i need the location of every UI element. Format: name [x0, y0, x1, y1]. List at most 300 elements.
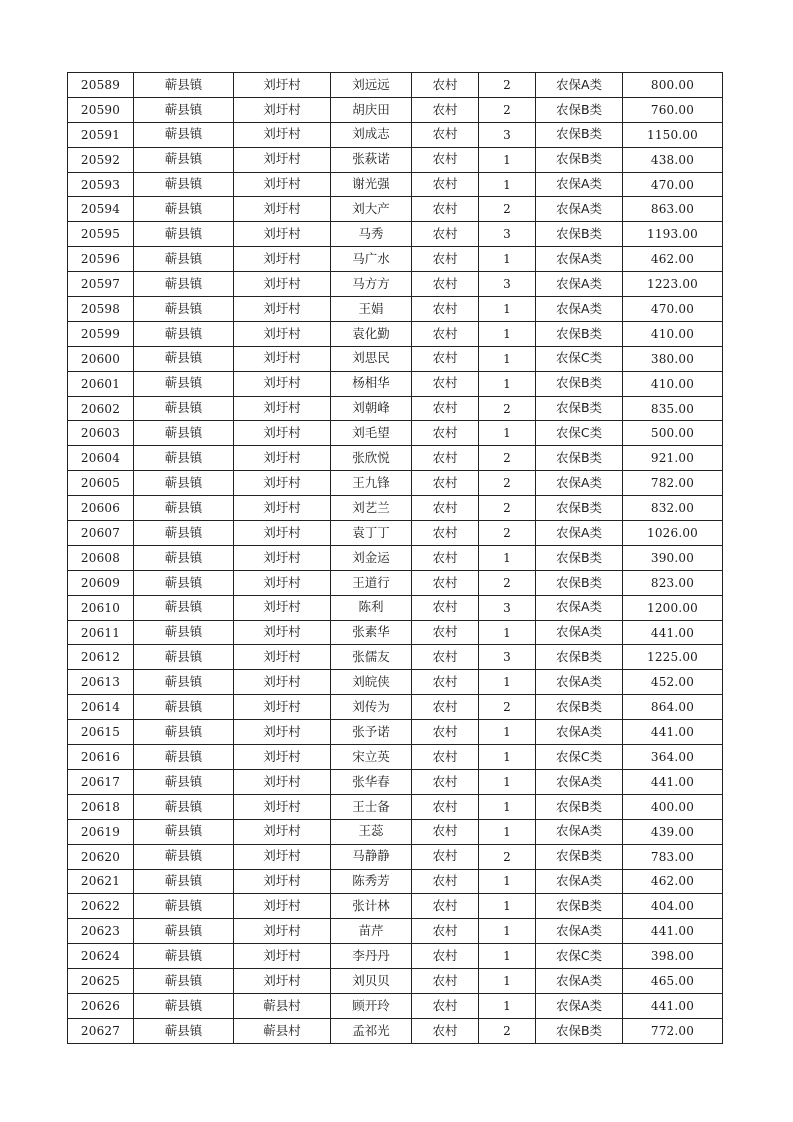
name-cell: 刘艺兰 — [331, 496, 412, 521]
table-row — [68, 297, 723, 322]
name-cell: 陈秀芳 — [331, 869, 412, 894]
village-cell: 刘圩村 — [234, 819, 331, 844]
name-cell: 刘毛望 — [331, 421, 412, 446]
category-cell: 农保A类 — [536, 197, 623, 222]
town-cell: 蕲县镇 — [134, 446, 234, 471]
benefit-roster-table — [67, 72, 723, 1044]
table-row — [68, 645, 723, 670]
town-cell: 蕲县镇 — [134, 993, 234, 1018]
table-row — [68, 97, 723, 122]
town-cell: 蕲县镇 — [134, 794, 234, 819]
serial-number-cell: 20626 — [68, 993, 134, 1018]
category-cell: 农保B类 — [536, 496, 623, 521]
name-cell: 杨相华 — [331, 371, 412, 396]
table-row — [68, 122, 723, 147]
household-type-cell: 农村 — [412, 521, 479, 546]
person-count-cell: 3 — [479, 272, 536, 297]
table-row — [68, 172, 723, 197]
amount-cell: 823.00 — [623, 570, 723, 595]
person-count-cell: 1 — [479, 247, 536, 272]
serial-number-cell: 20597 — [68, 272, 134, 297]
table-row — [68, 446, 723, 471]
town-cell: 蕲县镇 — [134, 297, 234, 322]
table-row — [68, 919, 723, 944]
category-cell: 农保A类 — [536, 595, 623, 620]
table-row — [68, 371, 723, 396]
table-row — [68, 745, 723, 770]
name-cell: 袁丁丁 — [331, 521, 412, 546]
village-cell: 刘圩村 — [234, 321, 331, 346]
name-cell: 刘金运 — [331, 545, 412, 570]
serial-number-cell: 20613 — [68, 670, 134, 695]
serial-number-cell: 20615 — [68, 720, 134, 745]
table-row — [68, 272, 723, 297]
table-row — [68, 844, 723, 869]
name-cell: 马静静 — [331, 844, 412, 869]
table-row — [68, 993, 723, 1018]
person-count-cell: 1 — [479, 869, 536, 894]
town-cell: 蕲县镇 — [134, 720, 234, 745]
serial-number-cell: 20619 — [68, 819, 134, 844]
town-cell: 蕲县镇 — [134, 570, 234, 595]
category-cell: 农保C类 — [536, 346, 623, 371]
person-count-cell: 2 — [479, 496, 536, 521]
village-cell: 蕲县村 — [234, 1018, 331, 1043]
household-type-cell: 农村 — [412, 496, 479, 521]
town-cell: 蕲县镇 — [134, 521, 234, 546]
table-row — [68, 769, 723, 794]
serial-number-cell: 20595 — [68, 222, 134, 247]
table-row — [68, 247, 723, 272]
serial-number-cell: 20590 — [68, 97, 134, 122]
amount-cell: 380.00 — [623, 346, 723, 371]
household-type-cell: 农村 — [412, 172, 479, 197]
table-row — [68, 944, 723, 969]
person-count-cell: 2 — [479, 97, 536, 122]
category-cell: 农保B类 — [536, 97, 623, 122]
category-cell: 农保B类 — [536, 844, 623, 869]
village-cell: 刘圩村 — [234, 794, 331, 819]
town-cell: 蕲县镇 — [134, 819, 234, 844]
town-cell: 蕲县镇 — [134, 471, 234, 496]
person-count-cell: 1 — [479, 794, 536, 819]
person-count-cell: 1 — [479, 670, 536, 695]
category-cell: 农保B类 — [536, 545, 623, 570]
serial-number-cell: 20592 — [68, 147, 134, 172]
town-cell: 蕲县镇 — [134, 97, 234, 122]
household-type-cell: 农村 — [412, 844, 479, 869]
serial-number-cell: 20616 — [68, 745, 134, 770]
serial-number-cell: 20627 — [68, 1018, 134, 1043]
amount-cell: 441.00 — [623, 769, 723, 794]
town-cell: 蕲县镇 — [134, 745, 234, 770]
name-cell: 王蕊 — [331, 819, 412, 844]
name-cell: 王九锋 — [331, 471, 412, 496]
serial-number-cell: 20610 — [68, 595, 134, 620]
serial-number-cell: 20591 — [68, 122, 134, 147]
amount-cell: 398.00 — [623, 944, 723, 969]
town-cell: 蕲县镇 — [134, 122, 234, 147]
table-body — [68, 73, 723, 1044]
town-cell: 蕲县镇 — [134, 147, 234, 172]
household-type-cell: 农村 — [412, 595, 479, 620]
name-cell: 刘思民 — [331, 346, 412, 371]
category-cell: 农保A类 — [536, 819, 623, 844]
name-cell: 张素华 — [331, 620, 412, 645]
name-cell: 刘贝贝 — [331, 969, 412, 994]
person-count-cell: 1 — [479, 993, 536, 1018]
person-count-cell: 1 — [479, 894, 536, 919]
serial-number-cell: 20623 — [68, 919, 134, 944]
name-cell: 刘朝峰 — [331, 396, 412, 421]
amount-cell: 864.00 — [623, 695, 723, 720]
amount-cell: 404.00 — [623, 894, 723, 919]
name-cell: 陈利 — [331, 595, 412, 620]
category-cell: 农保A类 — [536, 993, 623, 1018]
amount-cell: 462.00 — [623, 247, 723, 272]
serial-number-cell: 20622 — [68, 894, 134, 919]
village-cell: 刘圩村 — [234, 272, 331, 297]
person-count-cell: 2 — [479, 197, 536, 222]
document-page — [67, 72, 722, 1044]
name-cell: 刘皖侠 — [331, 670, 412, 695]
category-cell: 农保A类 — [536, 769, 623, 794]
category-cell: 农保B类 — [536, 794, 623, 819]
household-type-cell: 农村 — [412, 272, 479, 297]
amount-cell: 462.00 — [623, 869, 723, 894]
person-count-cell: 1 — [479, 545, 536, 570]
village-cell: 刘圩村 — [234, 944, 331, 969]
town-cell: 蕲县镇 — [134, 496, 234, 521]
serial-number-cell: 20617 — [68, 769, 134, 794]
table-row — [68, 1018, 723, 1043]
amount-cell: 410.00 — [623, 371, 723, 396]
category-cell: 农保B类 — [536, 570, 623, 595]
town-cell: 蕲县镇 — [134, 272, 234, 297]
category-cell: 农保A类 — [536, 247, 623, 272]
name-cell: 王道行 — [331, 570, 412, 595]
household-type-cell: 农村 — [412, 247, 479, 272]
amount-cell: 1150.00 — [623, 122, 723, 147]
category-cell: 农保B类 — [536, 122, 623, 147]
household-type-cell: 农村 — [412, 570, 479, 595]
amount-cell: 438.00 — [623, 147, 723, 172]
table-row — [68, 197, 723, 222]
household-type-cell: 农村 — [412, 421, 479, 446]
amount-cell: 441.00 — [623, 993, 723, 1018]
town-cell: 蕲县镇 — [134, 545, 234, 570]
amount-cell: 783.00 — [623, 844, 723, 869]
household-type-cell: 农村 — [412, 97, 479, 122]
serial-number-cell: 20606 — [68, 496, 134, 521]
name-cell: 胡庆田 — [331, 97, 412, 122]
household-type-cell: 农村 — [412, 371, 479, 396]
table-row — [68, 819, 723, 844]
town-cell: 蕲县镇 — [134, 172, 234, 197]
person-count-cell: 1 — [479, 769, 536, 794]
table-row — [68, 471, 723, 496]
town-cell: 蕲县镇 — [134, 73, 234, 98]
category-cell: 农保C类 — [536, 745, 623, 770]
serial-number-cell: 20625 — [68, 969, 134, 994]
town-cell: 蕲县镇 — [134, 247, 234, 272]
amount-cell: 364.00 — [623, 745, 723, 770]
table-row — [68, 570, 723, 595]
person-count-cell: 3 — [479, 222, 536, 247]
town-cell: 蕲县镇 — [134, 421, 234, 446]
name-cell: 谢光强 — [331, 172, 412, 197]
household-type-cell: 农村 — [412, 894, 479, 919]
village-cell: 刘圩村 — [234, 745, 331, 770]
amount-cell: 1223.00 — [623, 272, 723, 297]
amount-cell: 400.00 — [623, 794, 723, 819]
person-count-cell: 1 — [479, 371, 536, 396]
village-cell: 刘圩村 — [234, 645, 331, 670]
village-cell: 刘圩村 — [234, 545, 331, 570]
household-type-cell: 农村 — [412, 122, 479, 147]
village-cell: 刘圩村 — [234, 720, 331, 745]
village-cell: 刘圩村 — [234, 496, 331, 521]
household-type-cell: 农村 — [412, 197, 479, 222]
table-row — [68, 73, 723, 98]
amount-cell: 800.00 — [623, 73, 723, 98]
person-count-cell: 1 — [479, 297, 536, 322]
household-type-cell: 农村 — [412, 620, 479, 645]
amount-cell: 452.00 — [623, 670, 723, 695]
name-cell: 王娟 — [331, 297, 412, 322]
village-cell: 刘圩村 — [234, 73, 331, 98]
serial-number-cell: 20604 — [68, 446, 134, 471]
amount-cell: 1200.00 — [623, 595, 723, 620]
name-cell: 马秀 — [331, 222, 412, 247]
village-cell: 刘圩村 — [234, 769, 331, 794]
serial-number-cell: 20608 — [68, 545, 134, 570]
name-cell: 张予诺 — [331, 720, 412, 745]
amount-cell: 863.00 — [623, 197, 723, 222]
household-type-cell: 农村 — [412, 695, 479, 720]
village-cell: 刘圩村 — [234, 147, 331, 172]
village-cell: 刘圩村 — [234, 371, 331, 396]
household-type-cell: 农村 — [412, 471, 479, 496]
category-cell: 农保A类 — [536, 919, 623, 944]
household-type-cell: 农村 — [412, 346, 479, 371]
name-cell: 张欣悦 — [331, 446, 412, 471]
village-cell: 刘圩村 — [234, 894, 331, 919]
town-cell: 蕲县镇 — [134, 869, 234, 894]
serial-number-cell: 20598 — [68, 297, 134, 322]
village-cell: 刘圩村 — [234, 844, 331, 869]
household-type-cell: 农村 — [412, 321, 479, 346]
village-cell: 刘圩村 — [234, 346, 331, 371]
amount-cell: 1026.00 — [623, 521, 723, 546]
village-cell: 刘圩村 — [234, 396, 331, 421]
person-count-cell: 2 — [479, 471, 536, 496]
table-row — [68, 321, 723, 346]
category-cell: 农保A类 — [536, 869, 623, 894]
person-count-cell: 1 — [479, 919, 536, 944]
category-cell: 农保A类 — [536, 969, 623, 994]
category-cell: 农保B类 — [536, 396, 623, 421]
person-count-cell: 1 — [479, 620, 536, 645]
household-type-cell: 农村 — [412, 819, 479, 844]
person-count-cell: 1 — [479, 745, 536, 770]
person-count-cell: 2 — [479, 446, 536, 471]
household-type-cell: 农村 — [412, 222, 479, 247]
category-cell: 农保C类 — [536, 421, 623, 446]
serial-number-cell: 20602 — [68, 396, 134, 421]
serial-number-cell: 20618 — [68, 794, 134, 819]
amount-cell: 390.00 — [623, 545, 723, 570]
name-cell: 张儒友 — [331, 645, 412, 670]
village-cell: 刘圩村 — [234, 297, 331, 322]
person-count-cell: 2 — [479, 521, 536, 546]
town-cell: 蕲县镇 — [134, 894, 234, 919]
name-cell: 马方方 — [331, 272, 412, 297]
serial-number-cell: 20599 — [68, 321, 134, 346]
category-cell: 农保A类 — [536, 670, 623, 695]
amount-cell: 441.00 — [623, 720, 723, 745]
town-cell: 蕲县镇 — [134, 222, 234, 247]
name-cell: 王士备 — [331, 794, 412, 819]
village-cell: 刘圩村 — [234, 172, 331, 197]
category-cell: 农保A类 — [536, 297, 623, 322]
category-cell: 农保A类 — [536, 272, 623, 297]
village-cell: 刘圩村 — [234, 521, 331, 546]
household-type-cell: 农村 — [412, 147, 479, 172]
person-count-cell: 2 — [479, 73, 536, 98]
amount-cell: 500.00 — [623, 421, 723, 446]
household-type-cell: 农村 — [412, 670, 479, 695]
person-count-cell: 2 — [479, 570, 536, 595]
name-cell: 苗芹 — [331, 919, 412, 944]
household-type-cell: 农村 — [412, 944, 479, 969]
town-cell: 蕲县镇 — [134, 695, 234, 720]
name-cell: 张萩诺 — [331, 147, 412, 172]
table-row — [68, 396, 723, 421]
village-cell: 刘圩村 — [234, 869, 331, 894]
household-type-cell: 农村 — [412, 1018, 479, 1043]
name-cell: 张华春 — [331, 769, 412, 794]
person-count-cell: 1 — [479, 969, 536, 994]
town-cell: 蕲县镇 — [134, 321, 234, 346]
category-cell: 农保B类 — [536, 695, 623, 720]
household-type-cell: 农村 — [412, 297, 479, 322]
amount-cell: 465.00 — [623, 969, 723, 994]
village-cell: 刘圩村 — [234, 421, 331, 446]
serial-number-cell: 20611 — [68, 620, 134, 645]
town-cell: 蕲县镇 — [134, 969, 234, 994]
table-row — [68, 794, 723, 819]
town-cell: 蕲县镇 — [134, 844, 234, 869]
serial-number-cell: 20621 — [68, 869, 134, 894]
amount-cell: 441.00 — [623, 620, 723, 645]
person-count-cell: 2 — [479, 844, 536, 869]
name-cell: 马广水 — [331, 247, 412, 272]
village-cell: 刘圩村 — [234, 446, 331, 471]
household-type-cell: 农村 — [412, 745, 479, 770]
table-row — [68, 545, 723, 570]
category-cell: 农保A类 — [536, 521, 623, 546]
person-count-cell: 1 — [479, 944, 536, 969]
category-cell: 农保B类 — [536, 894, 623, 919]
town-cell: 蕲县镇 — [134, 645, 234, 670]
serial-number-cell: 20620 — [68, 844, 134, 869]
table-row — [68, 595, 723, 620]
amount-cell: 441.00 — [623, 919, 723, 944]
serial-number-cell: 20609 — [68, 570, 134, 595]
table-row — [68, 521, 723, 546]
village-cell: 刘圩村 — [234, 247, 331, 272]
category-cell: 农保B类 — [536, 321, 623, 346]
amount-cell: 921.00 — [623, 446, 723, 471]
category-cell: 农保A类 — [536, 620, 623, 645]
name-cell: 宋立英 — [331, 745, 412, 770]
serial-number-cell: 20605 — [68, 471, 134, 496]
category-cell: 农保B类 — [536, 1018, 623, 1043]
village-cell: 刘圩村 — [234, 695, 331, 720]
category-cell: 农保B类 — [536, 371, 623, 396]
household-type-cell: 农村 — [412, 720, 479, 745]
household-type-cell: 农村 — [412, 446, 479, 471]
village-cell: 刘圩村 — [234, 97, 331, 122]
town-cell: 蕲县镇 — [134, 944, 234, 969]
table-row — [68, 222, 723, 247]
person-count-cell: 1 — [479, 147, 536, 172]
table-row — [68, 894, 723, 919]
serial-number-cell: 20600 — [68, 346, 134, 371]
serial-number-cell: 20589 — [68, 73, 134, 98]
person-count-cell: 1 — [479, 720, 536, 745]
serial-number-cell: 20624 — [68, 944, 134, 969]
town-cell: 蕲县镇 — [134, 371, 234, 396]
village-cell: 刘圩村 — [234, 919, 331, 944]
name-cell: 刘远远 — [331, 73, 412, 98]
person-count-cell: 2 — [479, 396, 536, 421]
category-cell: 农保B类 — [536, 147, 623, 172]
person-count-cell: 1 — [479, 172, 536, 197]
person-count-cell: 1 — [479, 421, 536, 446]
village-cell: 蕲县村 — [234, 993, 331, 1018]
household-type-cell: 农村 — [412, 545, 479, 570]
household-type-cell: 农村 — [412, 969, 479, 994]
town-cell: 蕲县镇 — [134, 595, 234, 620]
person-count-cell: 2 — [479, 1018, 536, 1043]
name-cell: 刘大产 — [331, 197, 412, 222]
village-cell: 刘圩村 — [234, 570, 331, 595]
household-type-cell: 农村 — [412, 73, 479, 98]
village-cell: 刘圩村 — [234, 222, 331, 247]
category-cell: 农保B类 — [536, 446, 623, 471]
name-cell: 袁化勤 — [331, 321, 412, 346]
name-cell: 刘传为 — [331, 695, 412, 720]
household-type-cell: 农村 — [412, 396, 479, 421]
serial-number-cell: 20612 — [68, 645, 134, 670]
household-type-cell: 农村 — [412, 869, 479, 894]
amount-cell: 410.00 — [623, 321, 723, 346]
town-cell: 蕲县镇 — [134, 769, 234, 794]
serial-number-cell: 20601 — [68, 371, 134, 396]
category-cell: 农保B类 — [536, 222, 623, 247]
amount-cell: 470.00 — [623, 172, 723, 197]
village-cell: 刘圩村 — [234, 620, 331, 645]
serial-number-cell: 20593 — [68, 172, 134, 197]
table-row — [68, 147, 723, 172]
serial-number-cell: 20607 — [68, 521, 134, 546]
table-row — [68, 421, 723, 446]
household-type-cell: 农村 — [412, 645, 479, 670]
village-cell: 刘圩村 — [234, 471, 331, 496]
amount-cell: 1225.00 — [623, 645, 723, 670]
